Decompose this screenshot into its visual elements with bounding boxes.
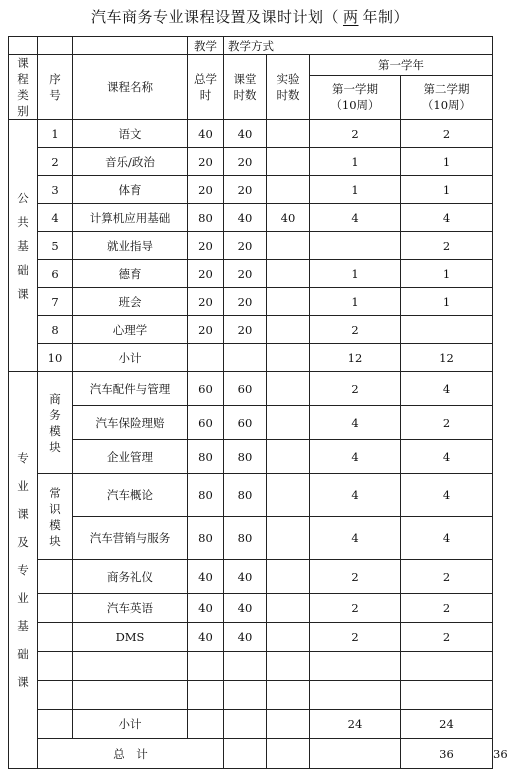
row-lab: 40 xyxy=(267,204,310,232)
row-sem2: 2 xyxy=(401,560,493,594)
row-sem2: 4 xyxy=(401,204,493,232)
row-sem2: 2 xyxy=(401,232,493,260)
category-professional: 专业课及专业基础课 xyxy=(9,372,38,769)
table-row xyxy=(9,316,493,344)
row-sem1: 4 xyxy=(310,204,401,232)
subtotal-label: 小计 xyxy=(73,344,188,372)
row-sem2: 4 xyxy=(401,440,493,474)
row-sem1: 4 xyxy=(310,517,401,560)
row-sem2: 1 xyxy=(401,148,493,176)
row-classroom: 40 xyxy=(224,594,267,623)
page-title xyxy=(0,6,500,27)
title-prefix: 汽车商务专业课程设置及课时计划（ xyxy=(90,8,339,26)
row-sem2: 2 xyxy=(401,594,493,623)
grand-total-sem1: 36 xyxy=(401,739,493,769)
row-course-name: 就业指导 xyxy=(73,232,188,260)
row-sem1: 4 xyxy=(310,406,401,440)
row-total: 80 xyxy=(188,204,224,232)
row-sem2: 4 xyxy=(401,517,493,560)
row-classroom: 20 xyxy=(224,232,267,260)
grand-total-label: 总 计 xyxy=(38,739,224,769)
row-total: 20 xyxy=(188,288,224,316)
row-classroom: 20 xyxy=(224,176,267,204)
subtotal-seq: 10 xyxy=(38,344,73,372)
table-row xyxy=(9,204,493,232)
subtotal-row-public xyxy=(9,344,493,372)
row-sem1: 4 xyxy=(310,440,401,474)
module-business: 商务模块 xyxy=(38,372,73,474)
row-total: 40 xyxy=(188,594,224,623)
row-course-name: 汽车保险理赔 xyxy=(73,406,188,440)
row-seq: 5 xyxy=(38,232,73,260)
table-row xyxy=(9,260,493,288)
row-course-name: 班会 xyxy=(73,288,188,316)
row-lab xyxy=(267,120,310,148)
row-sem1: 2 xyxy=(310,372,401,406)
row-lab xyxy=(267,316,310,344)
header-teaching: 教学 xyxy=(188,37,224,55)
row-sem1 xyxy=(310,232,401,260)
row-course-name: 心理学 xyxy=(73,316,188,344)
table-row xyxy=(9,440,493,474)
row-sem1: 1 xyxy=(310,176,401,204)
course-schedule-table xyxy=(8,36,508,769)
row-seq: 8 xyxy=(38,316,73,344)
row-classroom: 80 xyxy=(224,440,267,474)
row-sem1: 2 xyxy=(310,594,401,623)
row-course-name: 计算机应用基础 xyxy=(73,204,188,232)
header-semester-2: 第二学期（10周） xyxy=(401,75,493,119)
row-course-name: DMS xyxy=(73,623,188,652)
row-seq: 2 xyxy=(38,148,73,176)
header-course-name: 课程名称 xyxy=(73,55,188,120)
table-row xyxy=(9,120,493,148)
subtotal-sem2: 24 xyxy=(401,710,493,739)
row-lab xyxy=(267,148,310,176)
row-course-name: 汽车配件与管理 xyxy=(73,372,188,406)
header-classroom-hours: 课堂时数 xyxy=(224,55,267,120)
row-sem2: 1 xyxy=(401,288,493,316)
table-row xyxy=(9,560,493,594)
table-row xyxy=(9,517,493,560)
header-row-2 xyxy=(9,55,493,76)
row-lab xyxy=(267,288,310,316)
row-sem2: 2 xyxy=(401,406,493,440)
row-course-name: 汽车概论 xyxy=(73,474,188,517)
row-sem1: 4 xyxy=(310,474,401,517)
row-course-name: 汽车营销与服务 xyxy=(73,517,188,560)
subtotal-sem1: 24 xyxy=(310,710,401,739)
row-classroom: 80 xyxy=(224,474,267,517)
subtotal-sem1: 12 xyxy=(310,344,401,372)
category-public: 公共基础课 xyxy=(9,120,38,372)
table-row xyxy=(9,594,493,623)
table-row xyxy=(9,176,493,204)
table-row xyxy=(9,372,493,406)
title-suffix: 年制） xyxy=(362,8,410,26)
row-sem2: 4 xyxy=(401,474,493,517)
row-total: 80 xyxy=(188,440,224,474)
header-semester-1: 第一学期（10周） xyxy=(310,75,401,119)
row-lab xyxy=(267,260,310,288)
row-course-name: 商务礼仪 xyxy=(73,560,188,594)
row-course-name: 音乐/政治 xyxy=(73,148,188,176)
row-seq: 7 xyxy=(38,288,73,316)
table-row xyxy=(9,288,493,316)
row-classroom: 20 xyxy=(224,316,267,344)
row-lab xyxy=(267,176,310,204)
header-category: 课程类别 xyxy=(9,55,38,120)
row-sem2: 4 xyxy=(401,372,493,406)
table-row xyxy=(9,148,493,176)
row-total: 20 xyxy=(188,232,224,260)
row-total: 80 xyxy=(188,517,224,560)
row-total: 40 xyxy=(188,120,224,148)
row-course-name: 汽车英语 xyxy=(73,594,188,623)
row-classroom: 40 xyxy=(224,204,267,232)
row-total: 80 xyxy=(188,474,224,517)
title-years: 两 xyxy=(342,8,359,26)
row-classroom: 60 xyxy=(224,406,267,440)
row-sem1: 1 xyxy=(310,260,401,288)
row-classroom: 40 xyxy=(224,120,267,148)
subtotal-label: 小计 xyxy=(73,710,188,739)
row-sem2 xyxy=(401,316,493,344)
row-sem2: 2 xyxy=(401,120,493,148)
row-total: 20 xyxy=(188,316,224,344)
row-sem1: 2 xyxy=(310,316,401,344)
row-total: 60 xyxy=(188,406,224,440)
row-classroom: 20 xyxy=(224,148,267,176)
row-seq: 6 xyxy=(38,260,73,288)
header-teaching-mode: 教学方式 xyxy=(224,37,493,55)
row-sem1: 2 xyxy=(310,560,401,594)
row-total: 40 xyxy=(188,623,224,652)
row-classroom: 40 xyxy=(224,623,267,652)
row-classroom: 40 xyxy=(224,560,267,594)
row-course-name: 德育 xyxy=(73,260,188,288)
table-row xyxy=(9,623,493,652)
header-lab-hours: 实验时数 xyxy=(267,55,310,120)
row-total: 60 xyxy=(188,372,224,406)
module-general-knowledge: 常识模块 xyxy=(38,474,73,560)
row-classroom: 60 xyxy=(224,372,267,406)
row-course-name: 语文 xyxy=(73,120,188,148)
row-total: 40 xyxy=(188,560,224,594)
subtotal-sem2: 12 xyxy=(401,344,493,372)
row-sem1: 1 xyxy=(310,148,401,176)
row-sem1: 2 xyxy=(310,623,401,652)
row-sem1: 2 xyxy=(310,120,401,148)
row-sem2: 2 xyxy=(401,623,493,652)
row-seq: 4 xyxy=(38,204,73,232)
grand-total-row: 总 计 36 36 xyxy=(9,739,493,769)
empty-row xyxy=(9,652,493,681)
row-course-name: 体育 xyxy=(73,176,188,204)
row-course-name: 企业管理 xyxy=(73,440,188,474)
header-seq: 序号 xyxy=(38,55,73,120)
row-classroom: 20 xyxy=(224,288,267,316)
table-row xyxy=(9,474,493,517)
table-row xyxy=(9,406,493,440)
row-classroom: 20 xyxy=(224,260,267,288)
subtotal-row-professional xyxy=(9,710,493,739)
header-row-1 xyxy=(9,37,493,55)
header-total-hours: 总学时 xyxy=(188,55,224,120)
header-year1: 第一学年 xyxy=(310,55,493,76)
row-total: 20 xyxy=(188,148,224,176)
row-seq: 1 xyxy=(38,120,73,148)
table-row xyxy=(9,232,493,260)
row-total: 20 xyxy=(188,260,224,288)
empty-row xyxy=(9,681,493,710)
row-lab xyxy=(267,232,310,260)
row-sem2: 1 xyxy=(401,260,493,288)
row-seq: 3 xyxy=(38,176,73,204)
row-sem1: 1 xyxy=(310,288,401,316)
row-total: 20 xyxy=(188,176,224,204)
row-sem2: 1 xyxy=(401,176,493,204)
row-classroom: 80 xyxy=(224,517,267,560)
